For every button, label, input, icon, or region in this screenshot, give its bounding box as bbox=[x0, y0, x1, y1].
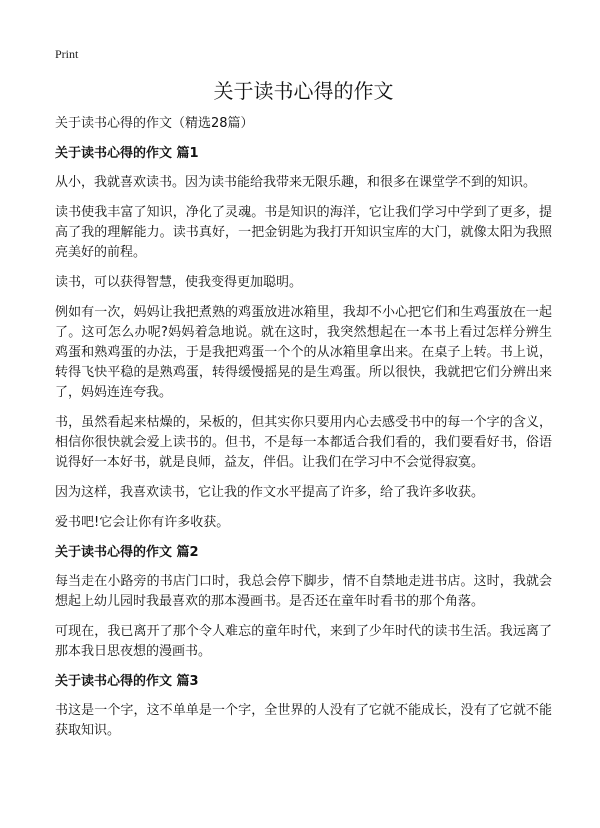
paragraph: 从小，我就喜欢读书。因为读书能给我带来无限乐趣，和很多在课堂学不到的知识。 bbox=[55, 175, 537, 190]
paragraph: 可现在，我已离开了那个令人难忘的童年时代，来到了少年时代的读书生活。我远离了那本我日思夜想的漫画书。 bbox=[55, 624, 552, 659]
document-subtitle: 关于读书心得的作文（精选28篇） bbox=[55, 116, 254, 131]
paragraph: 书这是一个字，这不单单是一个字，全世界的人没有了它就不能成长，没有了它就不能获取知识。 bbox=[55, 703, 552, 738]
paragraph: 每当走在小路旁的书店门口时，我总会停下脚步，情不自禁地走进书店。这时，我就会想起上幼儿园时我最喜欢的那本漫画书。是否还在童年时看书的那个角落。 bbox=[55, 574, 552, 609]
paragraph: 爱书吧!它会让你有许多收获。 bbox=[55, 515, 230, 530]
section-heading-1: 关于读书心得的作文 篇1 bbox=[55, 146, 199, 161]
paragraph: 读书使我丰富了知识，净化了灵魂。书是知识的海洋，它让我们学习中学到了更多，提高了我的理解能力。读书真好，一把金钥匙为我打开知识宝库的大门，就像太阳为我照亮美好的前程。 bbox=[55, 205, 552, 260]
section-heading-2: 关于读书心得的作文 篇2 bbox=[55, 545, 199, 560]
paragraph: 书，虽然看起来枯燥的，呆板的，但其实你只要用内心去感受书中的每一个字的含义，相信你很快就会爱上读书的。但书，不是每一本都适合我们看的，我们要看好书，俗语说得好一本好书，就是良师，益友，伴侣。让我们在学习中不会觉得寂寞。 bbox=[55, 415, 552, 470]
paragraph: 读书，可以获得智慧，使我变得更加聪明。 bbox=[55, 275, 303, 290]
document-title: 关于读书心得的作文 bbox=[213, 79, 394, 103]
paragraph: 例如有一次，妈妈让我把煮熟的鸡蛋放进冰箱里，我却不小心把它们和生鸡蛋放在一起了。这可怎么办呢?妈妈着急地说。就在这时，我突然想起在一本书上看过怎样分辨生鸡蛋和熟鸡蛋的办法，于是我把鸡蛋一个个的从冰箱里拿出来。在桌子上转。书上说，转得飞快平稳的是熟鸡蛋，转得缓慢摇晃的是生鸡蛋。所以很快，我就把它们分辨出来了，妈妈连连夸我。 bbox=[55, 305, 552, 400]
section-heading-3: 关于读书心得的作文 篇3 bbox=[55, 674, 199, 689]
print-label[interactable]: Print bbox=[55, 47, 79, 61]
paragraph: 因为这样，我喜欢读书，它让我的作文水平提高了许多，给了我许多收获。 bbox=[55, 485, 485, 500]
